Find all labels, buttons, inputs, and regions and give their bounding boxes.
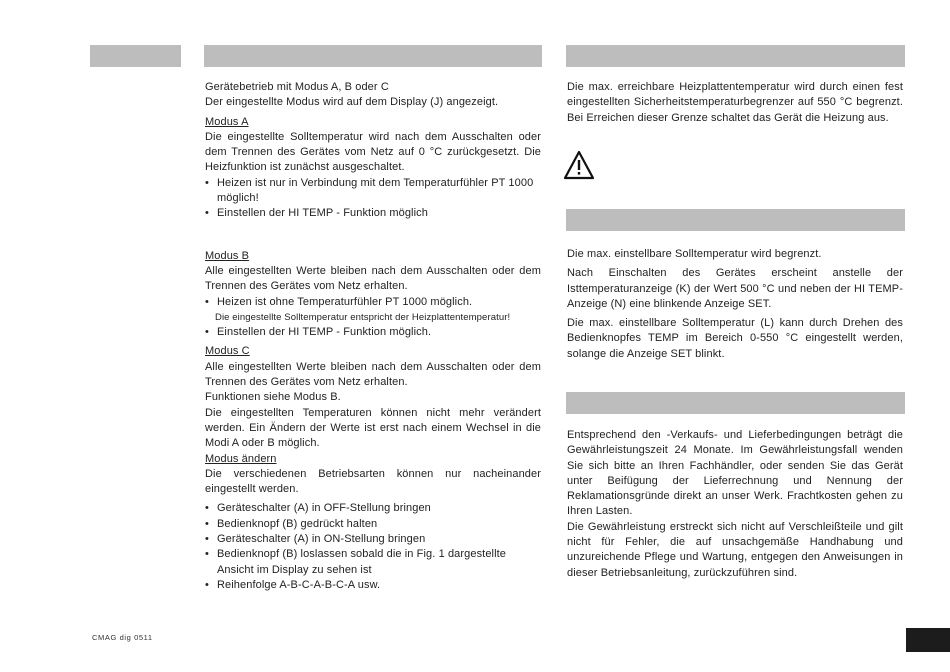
safety-text <box>567 80 903 126</box>
mode-b-bullets-2 <box>205 325 541 340</box>
left-column-header-bar <box>204 45 542 67</box>
safety-paragraph: Die max. erreichbare Heizplattentemperatur wird durch einen fest eingestellten Sicherheitstemperaturbegrenzer auf 550 °C begrenzt. Bei Erreichen dieser Grenze schaltet das Gerät die Heizung aus. <box>567 81 903 124</box>
mode-b-text: Alle eingestellten Werte bleiben nach dem Ausschalten oder dem Trennen des Gerätes vom Netz erhalten. <box>205 264 541 293</box>
mode-c-text: Die eingestellten Temperaturen können nicht mehr verändert werden. Ein Ändern der Werte ist erst nach einem Wechsel in die Modi A oder B möglich. <box>205 406 541 450</box>
intro-line: Der eingestellte Modus wird auf dem Display (J) angezeigt. <box>205 96 499 109</box>
footer-code: CMAG dig 0511 <box>92 633 153 642</box>
mode-c-text: Alle eingestellten Werte bleiben nach dem Ausschalten oder dem Trennen des Gerätes vom Netz erhalten. <box>205 360 541 389</box>
mode-c-text: Funktionen siehe Modus B. <box>205 391 341 404</box>
mode-c-heading: Modus C <box>205 345 250 358</box>
mode-a-bullets <box>205 176 541 222</box>
warranty-paragraph: Die Gewährleistung erstreckt sich nicht auf Verschleißteile und gilt nicht für Fehler, die auf unsachgemäße Handhabung und unzureichende Pflege und Wartung, entgegen den Anweisungen in dieser Betriebsanleitung, zurückzuführen sind. <box>567 520 903 579</box>
left-column <box>205 80 541 593</box>
list-item: • Reihenfolge A-B-C-A-B-C-A usw. <box>205 578 541 593</box>
mode-b-heading: Modus B <box>205 249 250 262</box>
page-number-box <box>906 628 950 652</box>
warranty-text <box>567 428 903 581</box>
list-item: • Geräteschalter (A) in OFF-Stellung bringen <box>205 501 541 516</box>
list-item: • Bedienknopf (B) loslassen sobald die in Fig. 1 dargestellte Ansicht im Display zu sehen ist <box>205 547 541 578</box>
hi-temp-header-bar <box>566 209 905 231</box>
list-item: • Heizen ist nur in Verbindung mit dem Temperaturfühler PT 1000 möglich! <box>205 176 541 207</box>
right-column-header-bar <box>566 45 905 67</box>
mode-change-steps <box>205 501 541 593</box>
side-tab-bar <box>90 45 181 67</box>
mode-a-text: Die eingestellte Solltemperatur wird nach dem Ausschalten oder dem Trennen des Gerätes vom Netz auf 0 °C zurückgesetzt. Die Heizfunktion ist zunächst ausgeschaltet. <box>205 130 541 174</box>
intro-line: Gerätebetrieb mit Modus A, B oder C <box>205 81 389 93</box>
hi-temp-paragraph: Die max. einstellbare Solltemperatur (L) kann durch Drehen des Bedienknopfes TEMP im Bereich 0-550 °C eingestellt werden, solange die Anzeige SET blinkt. <box>567 317 903 360</box>
warranty-header-bar <box>566 392 905 414</box>
hi-temp-text <box>567 247 903 362</box>
warranty-paragraph: Entsprechend den -Verkaufs- und Lieferbedingungen beträgt die Gewährleistungszeit 24 Monate. Im Gewährleistungsfall wenden Sie sich bitte an Ihren Fachhändler, oder senden Sie das Gerät unter Beifügung der Lieferrechnung und Nennung der Reklamationsgründe direkt an unser Werk. Frachtkosten gehen zu Ihren Lasten. <box>567 429 903 518</box>
warning-triangle-icon <box>563 150 595 180</box>
mode-change-text: Die verschiedenen Betriebsarten können nur nacheinander eingestellt werden. <box>205 467 541 496</box>
mode-b-bullets <box>205 295 541 310</box>
list-item: • Geräteschalter (A) in ON-Stellung bringen <box>205 532 541 547</box>
list-item: • Bedienknopf (B) gedrückt halten <box>205 517 541 532</box>
mode-b-note: Die eingestellte Solltemperatur entspricht der Heizplattentemperatur! <box>215 311 511 323</box>
list-item: • Heizen ist ohne Temperaturfühler PT 1000 möglich. <box>205 295 541 310</box>
hi-temp-paragraph: Nach Einschalten des Gerätes erscheint anstelle der Isttemperaturanzeige (K) der Wert 500 °C und neben der HI TEMP-Anzeige (N) eine blinkende Anzeige SET. <box>567 267 903 310</box>
mode-change-heading: Modus ändern <box>205 452 277 465</box>
hi-temp-paragraph: Die max. einstellbare Solltemperatur wird begrenzt. <box>567 248 822 260</box>
list-item: • Einstellen der HI TEMP - Funktion möglich <box>205 206 541 221</box>
list-item: • Einstellen der HI TEMP - Funktion möglich. <box>205 325 541 340</box>
mode-a-heading: Modus A <box>205 115 249 128</box>
